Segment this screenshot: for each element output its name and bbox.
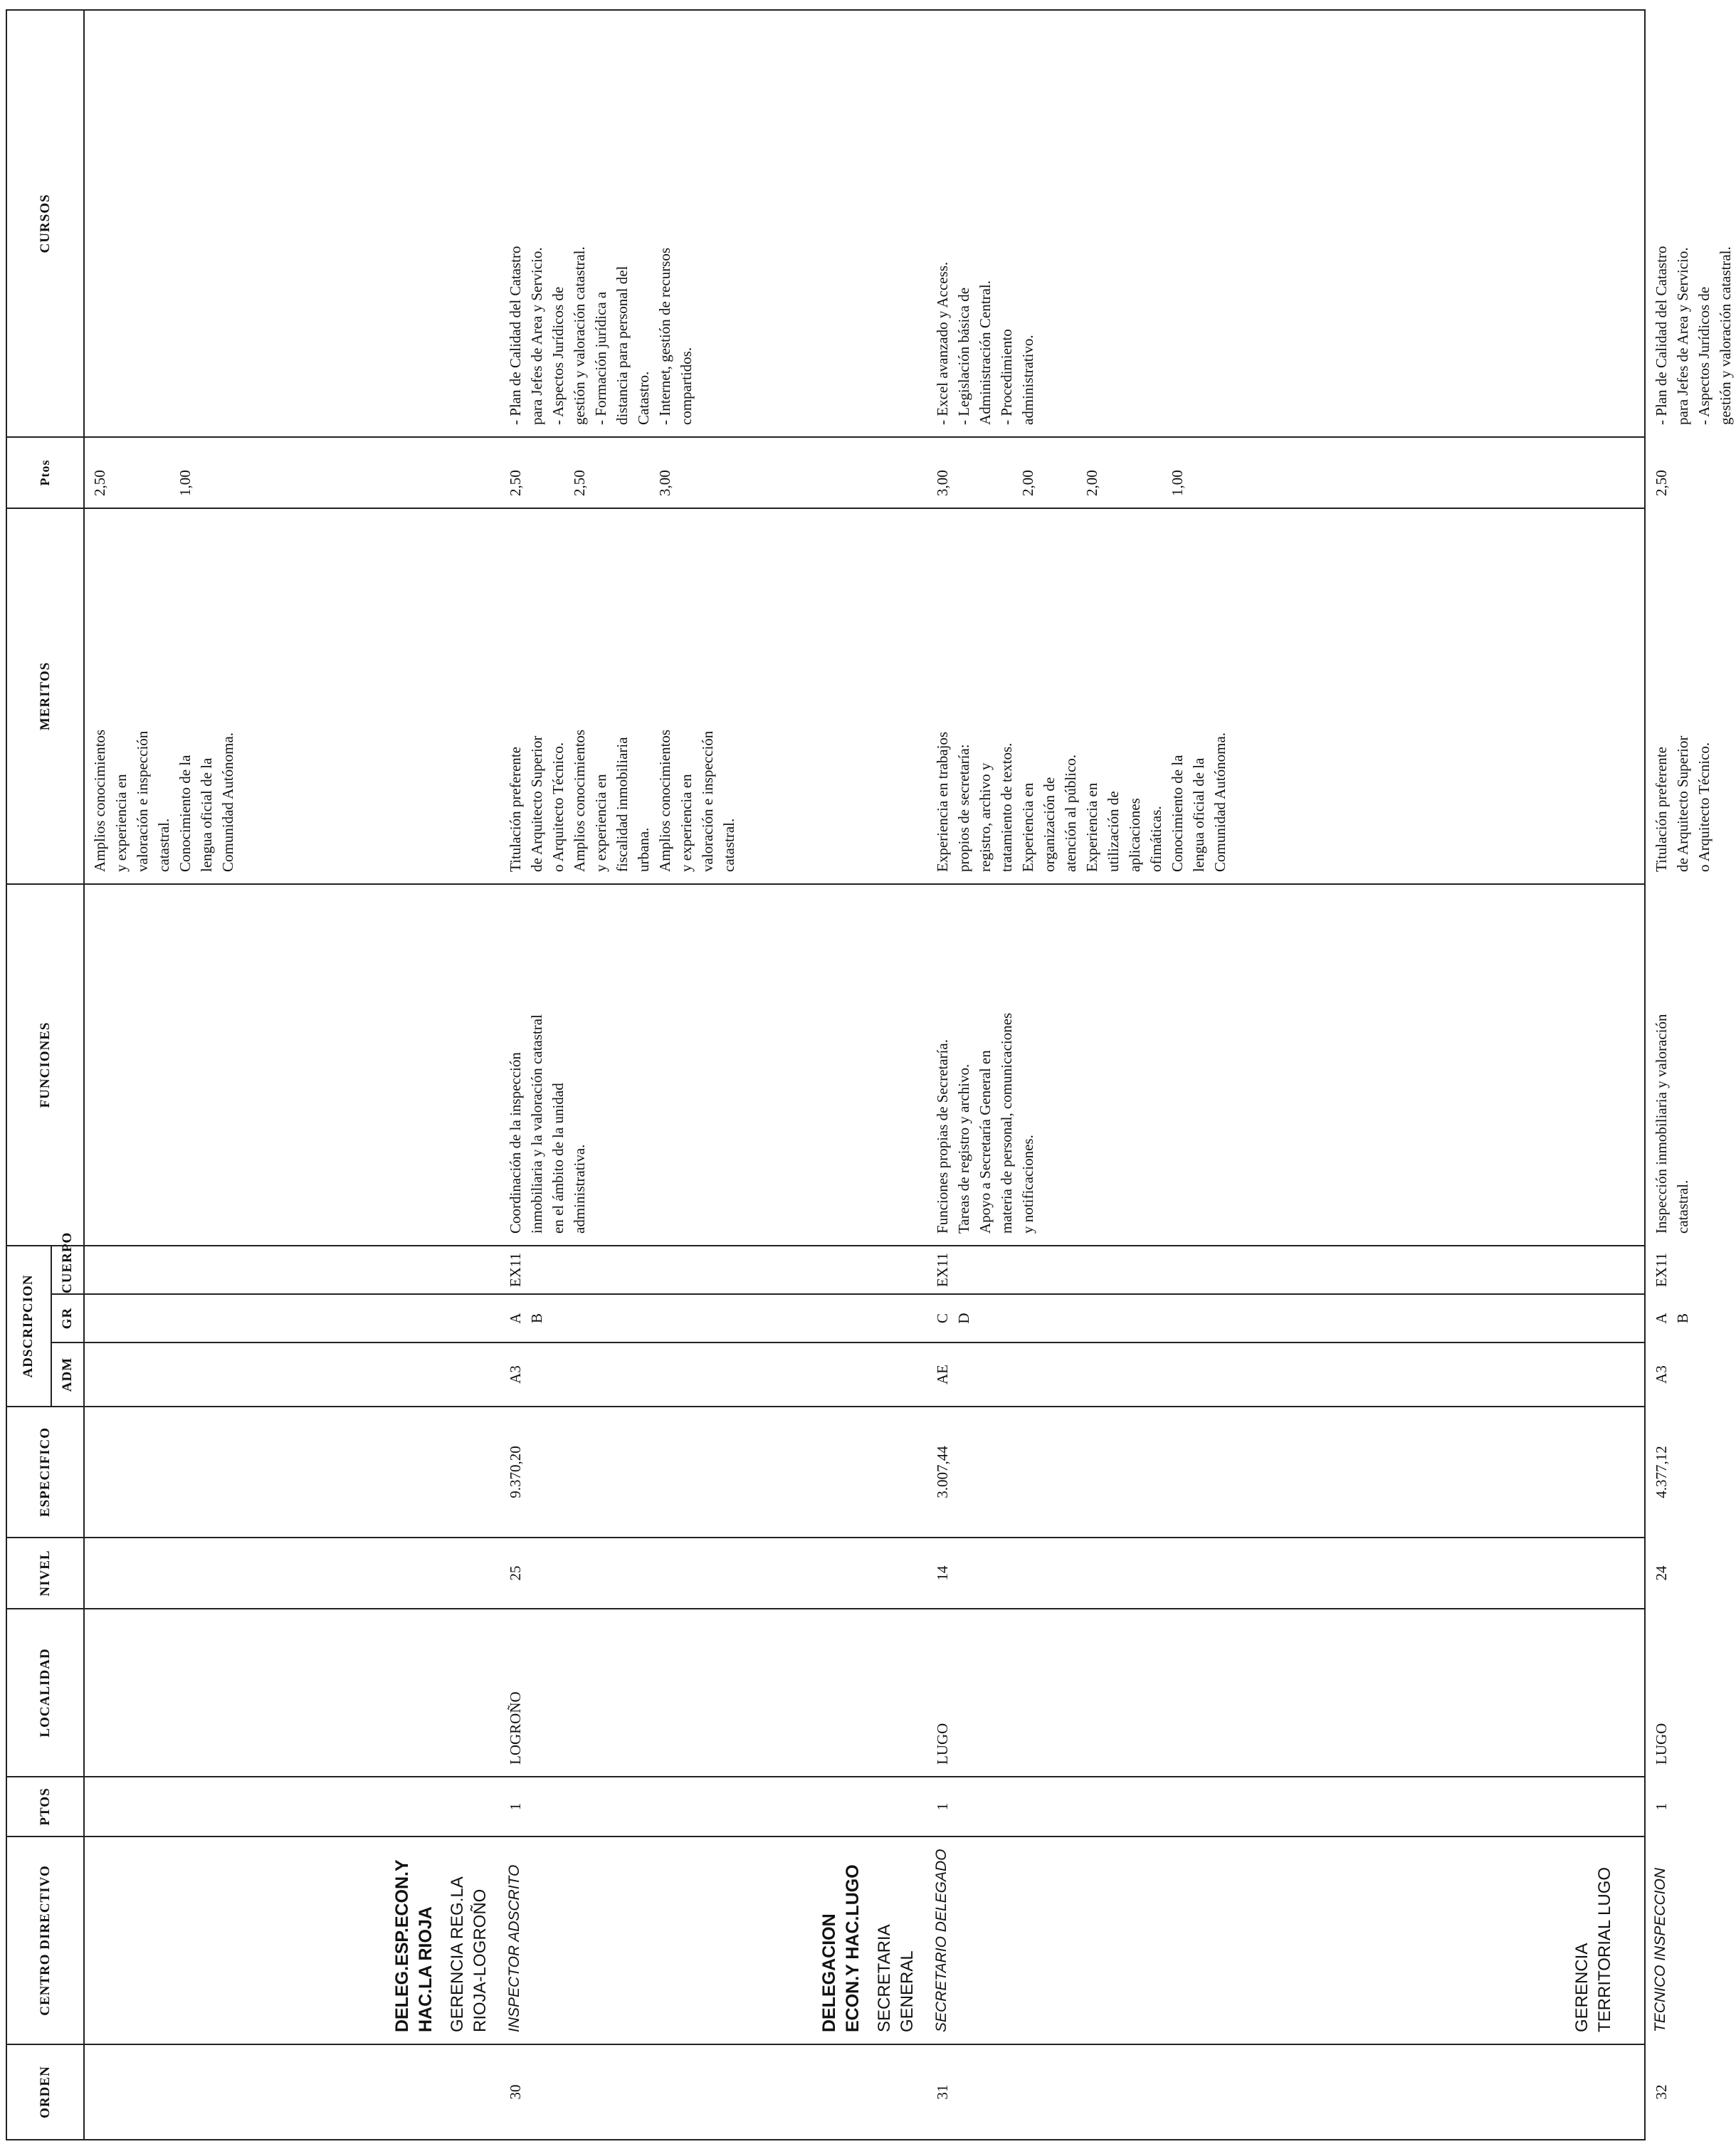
gr-value: C [934,1313,952,1324]
continued-merits-line: y experiencia en [112,774,130,872]
cursos-text-line: distancia para personal del [614,266,631,425]
header-especifico: ESPECIFICO [6,1407,84,1538]
merit-item [569,509,654,883]
merit-item-line: Comunidad Autónoma. [1211,732,1229,872]
merit-points: 2,50 [507,470,525,496]
col-ptos [84,1777,1671,1837]
header-adm: ADM [51,1343,84,1407]
merit-points: 2,50 [571,470,589,496]
header-ptos: PTOS [6,1777,84,1837]
continued-merits-line: catastral. [155,818,173,872]
merit-item-line: y experiencia en [678,774,695,872]
merit-item-line: organización de [1041,777,1058,872]
funciones-text-line: Funciones propias de Secretaría. [934,1039,952,1234]
gr-value: A [1653,1313,1671,1324]
merit-points: 3,00 [934,470,952,496]
cuerpo-value: EX11 [934,1252,952,1288]
continued-merit-points: 2,50 [91,470,109,496]
cursos-text-line: Catastro. [635,371,653,425]
merit-item-line: tratamiento de textos. [998,742,1016,872]
cursos-text-line: - Aspectos Jurídicos de [1695,286,1713,425]
gr-value: D [955,1313,973,1324]
merit-item-line: registro, archivo y [977,762,994,872]
plazas-count: 1 [1653,1802,1671,1811]
gr-value: B [1674,1313,1692,1324]
merit-points: 3,00 [656,470,674,496]
col-ptos-meritos [84,437,1671,508]
header-cursos: CURSOS [6,10,84,437]
merit-item [654,509,740,883]
merit-item-line: o Arquitecto Técnico. [1695,742,1713,872]
header-adscripcion: ADSCRIPCION [6,1246,51,1407]
unit-title: GERENCIA TERRITORIAL LUGO [1572,1866,1615,2032]
merit-item-line: lengua oficial de la [1190,757,1208,872]
cursos-text-line: - Aspectos Jurídicos de [549,286,567,425]
cursos-text-line: administrativo. [1019,335,1037,425]
merit-item-line: de Arquitecto Superior [1674,735,1692,872]
merit-item-line: y experiencia en [592,774,610,872]
merit-item-line: atención al público. [1062,754,1080,872]
funciones-text [505,885,590,1245]
col-orden [84,2044,1671,2140]
orden-number: 30 [507,2084,525,2100]
nivel-value: 25 [507,1565,525,1581]
merit-item [1081,509,1167,883]
merit-points: 2,50 [1653,470,1671,496]
cursos-text-line: - Internet, gestión de recursos [656,247,674,425]
cursos-text-line: compartidos. [678,347,695,425]
cursos-text-line: - Plan de Calidad del Catastro [1653,246,1671,425]
col-centro [84,1837,1669,2044]
merit-item-line: Experiencia en [1083,782,1101,872]
cursos-text-line: Administración Central. [977,280,994,425]
gr-values [932,1295,974,1342]
header-centro-directivo: CENTRO DIRECTIVO [6,1837,84,2044]
localidad-value: LOGROÑO [507,1691,525,1765]
merit-item [1017,509,1081,883]
especifico-value: 9.370,20 [507,1446,525,1498]
funciones-text-line: Coordinación de la inspección [507,1052,525,1234]
localidad-value: LUGO [1653,1723,1671,1765]
continued-merit-points: 1,00 [177,470,194,496]
gr-value: A [507,1313,525,1324]
cursos-text-line: - Formación jurídica a [592,291,610,425]
unit-title: SECRETARIA GENERAL [875,1925,917,2032]
header-funciones: FUNCIONES [6,884,84,1246]
merit-item-line: Experiencia en trabajos [934,731,952,872]
plazas-count: 1 [507,1802,525,1811]
funciones-text-line: catastral. [1674,1179,1692,1234]
merit-item-line: de Arquitecto Superior [528,735,546,872]
funciones-text [932,885,1038,1245]
merit-item-line: Amplios conocimientos [656,729,674,872]
merit-points: 2,00 [1083,470,1101,496]
header-orden: ORDEN [6,2044,84,2140]
funciones-text-line: y notificaciones. [1019,1135,1037,1234]
gr-values [1651,1295,1693,1342]
merit-item-line: Conocimiento de la [1169,755,1187,872]
adm-value: AE [934,1365,952,1384]
cursos-text-line: - Procedimiento [998,329,1016,425]
col-especifico [84,1407,1671,1538]
funciones-text-line: Tareas de registro y archivo. [955,1063,973,1234]
position-title: TECNICO INSPECCION [1652,1867,1669,2032]
merit-item-line: propios de secretaría: [955,744,973,872]
positions-table [6,9,1735,2140]
merit-item-line: catastral. [720,818,738,872]
header-nivel: NIVEL [6,1538,84,1609]
col-nivel [84,1538,1671,1609]
col-cursos [84,10,1735,437]
merit-item [505,509,569,883]
merit-item [1651,509,1715,883]
continued-merits-line: lengua oficial de la [198,757,216,872]
cursos-text-line: - Excel avanzado y Access. [934,261,952,425]
adm-value: A3 [507,1365,525,1384]
cuerpo-value: EX11 [507,1252,525,1288]
merit-item-line: aplicaciones [1126,798,1144,872]
position-title: INSPECTOR ADSCRITO [506,1864,523,2032]
cursos-text-line: gestión y valoración catastral. [571,246,589,425]
continued-merits [89,509,238,883]
position-title: SECRETARIO DELEGADO [933,1849,950,2032]
cursos-text [505,11,697,436]
nivel-value: 14 [934,1565,952,1581]
cursos-text-line: - Plan de Calidad del Catastro [507,246,525,425]
col-meritos [84,508,1713,884]
col-localidad [84,1609,1671,1777]
cursos-text-line: - Legislación básica de [955,287,973,425]
header-meritos: MERITOS [6,508,84,884]
merit-item-line: o Arquitecto Técnico. [549,742,567,872]
header-ptos-meritos: Ptos [6,437,84,508]
group-title: DELEGACION ECON.Y HAC.LUGO [819,1864,863,2032]
orden-number: 32 [1653,2084,1671,2100]
orden-number: 31 [934,2084,952,2100]
col-adm [84,1343,1671,1407]
merit-item-line: Titulación preferente [507,747,525,872]
cuerpo-value: EX11 [1653,1252,1671,1288]
continued-merits-line: Comunidad Autónoma. [219,732,237,872]
merit-item-line: urbana. [635,827,653,872]
funciones-text-line: Inspección inmobiliaria y valoración [1653,1014,1671,1234]
merit-item-line: Experiencia en [1019,782,1037,872]
merit-item-line: ofimáticas. [1147,806,1165,872]
cursos-text [932,11,1038,436]
merit-item [932,509,1017,883]
continued-merits-line: Conocimiento de la [177,755,194,872]
merit-item-line: valoración e inspección [699,730,717,872]
merit-item-line: utilización de [1105,791,1122,872]
funciones-text-line: Apoyo a Secretaría General en [977,1050,994,1234]
unit-title: GERENCIA REG.LA RIOJA-LOGROÑO [448,1877,490,2032]
gr-value: B [528,1313,546,1324]
especifico-value: 3.007,44 [934,1446,952,1498]
funciones-text [1651,885,1693,1245]
funciones-text-line: en el ámbito de la unidad [549,1083,567,1234]
col-cuerpo [84,1246,1671,1294]
adm-value: A3 [1653,1365,1671,1384]
merit-item-line: fiscalidad inmobiliaria [614,737,631,872]
col-funciones [84,884,1692,1246]
merit-item [1167,509,1231,883]
merit-points: 2,00 [1019,470,1037,496]
especifico-value: 4.377,12 [1653,1446,1671,1498]
nivel-value: 24 [1653,1565,1671,1581]
col-gr [84,1294,1692,1343]
merit-item-line: Titulación preferente [1653,747,1671,872]
localidad-value: LUGO [934,1723,952,1765]
cursos-text-line: gestión y valoración catastral. [1717,246,1735,425]
header-gr: GR [51,1294,84,1343]
group-title: DELEG.ESP.ECON.Y HAC.LA RIOJA [392,1859,436,2032]
cursos-text [1651,11,1736,436]
funciones-text-line: administrativa. [571,1144,589,1234]
plazas-count: 1 [934,1802,952,1811]
header-localidad: LOCALIDAD [6,1609,84,1777]
gr-values [505,1295,547,1342]
merit-points: 1,00 [1169,470,1187,496]
merit-item-line: Amplios conocimientos [571,729,589,872]
funciones-text-line: inmobiliaria y la valoración catastral [528,1014,546,1234]
cursos-text-line: para Jefes de Area y Servicio. [528,247,546,425]
cursos-text-line: para Jefes de Area y Servicio. [1674,247,1692,425]
header-cuerpo: CUERPO [51,1246,84,1294]
funciones-text-line: materia de personal, comunicaciones [998,1012,1016,1234]
continued-merits-line: Amplios conocimientos [91,729,109,872]
continued-merits-line: valoración e inspección [134,730,152,872]
